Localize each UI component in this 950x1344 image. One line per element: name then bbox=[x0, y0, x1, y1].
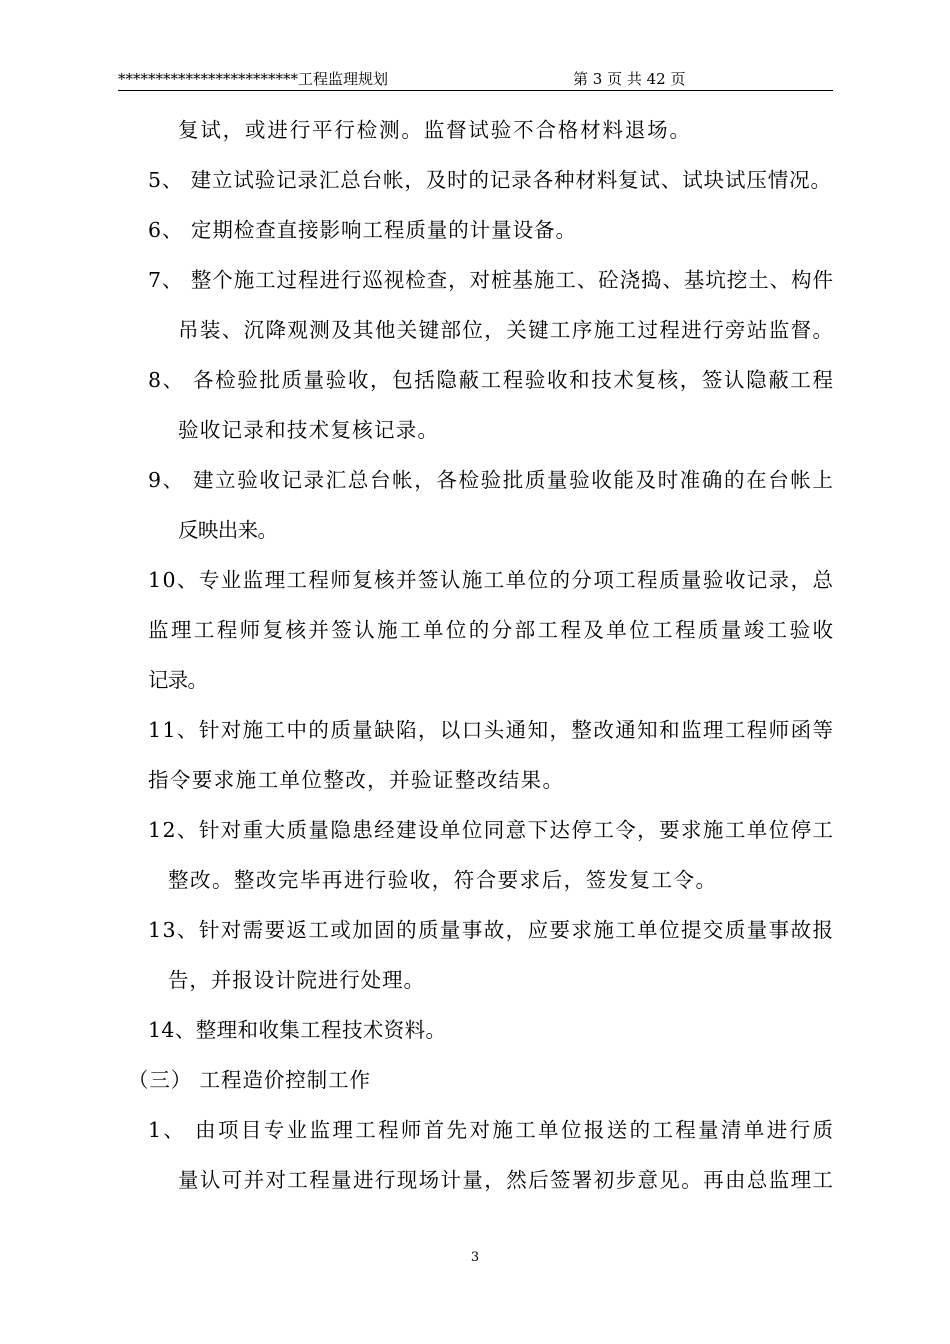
section-heading: （三） 工程造价控制工作 bbox=[128, 1068, 371, 1092]
body-line: 11、针对施工中的质量缺陷，以口头通知，整改通知和监理工程师函等 bbox=[148, 718, 835, 742]
body-line: 验收记录和技术复核记录。 bbox=[178, 418, 440, 442]
header-title: ************************工程监理规划 bbox=[118, 70, 389, 88]
body-line: 5、 建立试验记录汇总台帐，及时的记录各种材料复试、试块试压情况。 bbox=[148, 168, 832, 192]
body-line: 吊装、沉降观测及其他关键部位，关键工序施工过程进行旁站监督。 bbox=[178, 318, 835, 342]
body-line: 6、 定期检查直接影响工程质量的计量设备。 bbox=[148, 218, 577, 242]
body-line: 告，并报设计院进行处理。 bbox=[168, 968, 425, 992]
body-line: 记录。 bbox=[148, 668, 208, 692]
body-line: 10、专业监理工程师复核并签认施工单位的分项工程质量验收记录，总 bbox=[148, 568, 835, 592]
body-line: 指令要求施工单位整改，并验证整改结果。 bbox=[148, 768, 565, 792]
body-line: 1、 由项目专业监理工程师首先对施工单位报送的工程量清单进行质 bbox=[148, 1118, 836, 1142]
body-line: 7、 整个施工过程进行巡视检查，对桩基施工、砼浇捣、基坑挖土、构件 bbox=[148, 268, 834, 292]
body-line: 14、整理和收集工程技术资料。 bbox=[148, 1018, 447, 1042]
body-line: 整改。整改完毕再进行验收，符合要求后，签发复工令。 bbox=[168, 868, 718, 892]
body-line: 复试，或进行平行检测。监督试验不合格材料退场。 bbox=[178, 118, 692, 142]
header-page-info: 第 3 页 共 42 页 bbox=[573, 70, 686, 88]
page-number: 3 bbox=[470, 1250, 480, 1265]
body-line: 监理工程师复核并签认施工单位的分部工程及单位工程质量竣工验收 bbox=[148, 618, 836, 642]
body-line: 量认可并对工程量进行现场计量，然后签署初步意见。再由总监理工 bbox=[178, 1168, 835, 1192]
page-header bbox=[118, 64, 833, 91]
body-line: 反映出来。 bbox=[178, 518, 278, 542]
body-line: 13、针对需要返工或加固的质量事故，应要求施工单位提交质量事故报 bbox=[148, 918, 835, 942]
body-line: 12、针对重大质量隐患经建设单位同意下达停工令，要求施工单位停工 bbox=[148, 818, 835, 842]
body-line: 9、 建立验收记录汇总台帐，各检验批质量验收能及时准确的在台帐上 bbox=[148, 468, 835, 492]
body-line: 8、 各检验批质量验收，包括隐蔽工程验收和技术复核，签认隐蔽工程 bbox=[148, 368, 835, 392]
